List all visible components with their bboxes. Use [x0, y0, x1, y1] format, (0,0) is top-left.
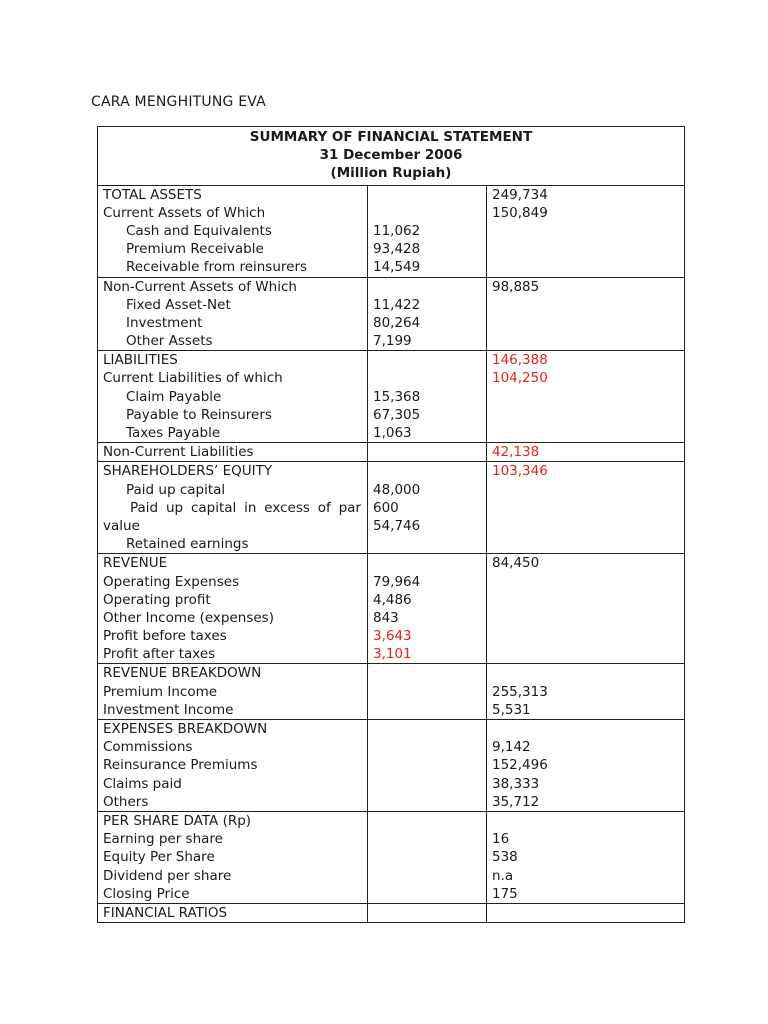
table-section [98, 812, 684, 904]
row-total: 255,313 [492, 683, 548, 700]
row-label: Receivable from reinsurers [126, 259, 308, 276]
row-value: 3,643 [373, 628, 412, 645]
row-label: Operating Expenses [103, 573, 240, 590]
row-value: 4,486 [373, 591, 412, 608]
row-total: 84,450 [492, 555, 540, 572]
row-total [492, 645, 684, 663]
row-label: Profit before taxes [103, 628, 227, 645]
table-section [98, 351, 684, 443]
row-value [373, 351, 486, 369]
row-value [373, 812, 486, 830]
row-value: 600 [373, 499, 399, 516]
value-column [368, 812, 487, 903]
row-total: 16 [492, 831, 510, 848]
row-value [373, 369, 486, 387]
row-value: 79,964 [373, 573, 421, 590]
row-value [373, 554, 486, 572]
row-label: FINANCIAL RATIOS [103, 904, 228, 921]
row-total [492, 222, 684, 240]
row-total: 38,333 [492, 775, 540, 792]
row-label: LIABILITIES [103, 352, 178, 369]
row-total [492, 481, 684, 499]
row-value [373, 535, 486, 553]
row-label: Reinsurance Premiums [103, 757, 258, 774]
total-column [487, 462, 684, 553]
label-column [98, 554, 368, 663]
total-column [487, 812, 684, 903]
row-value: 843 [373, 609, 399, 626]
row-total [492, 904, 684, 922]
table-body [98, 186, 684, 923]
row-value [373, 720, 486, 738]
row-label: Non-Current Liabilities [103, 444, 254, 461]
row-label: TOTAL ASSETS [103, 186, 202, 203]
row-label: Current Liabilities of which [103, 370, 283, 387]
row-total: 9,142 [492, 739, 531, 756]
row-value [373, 793, 486, 811]
row-label: Fixed Asset-Net [126, 296, 231, 313]
row-total: n.a [492, 867, 514, 884]
row-label: Payable to Reinsurers [126, 406, 272, 423]
total-column [487, 720, 684, 811]
row-total: 98,885 [492, 278, 540, 295]
label-column [98, 720, 368, 811]
table-section [98, 186, 684, 278]
total-column [487, 443, 684, 461]
row-label: Current Assets of Which [103, 204, 266, 221]
table-section [98, 278, 684, 352]
row-total: 152,496 [492, 757, 548, 774]
row-value [373, 848, 486, 866]
total-column [487, 554, 684, 663]
row-total: 103,346 [492, 463, 548, 480]
row-label: Cash and Equivalents [126, 222, 272, 239]
label-column [98, 278, 368, 351]
row-total [492, 406, 684, 424]
value-column [368, 186, 487, 277]
row-value: 67,305 [373, 406, 421, 423]
row-value: 1,063 [373, 425, 412, 442]
row-total [492, 296, 684, 314]
row-total [492, 314, 684, 332]
row-value [373, 664, 486, 682]
financial-summary-table [97, 126, 685, 923]
row-total [492, 424, 684, 442]
row-label: Closing Price [103, 885, 190, 902]
table-title: SUMMARY OF FINANCIAL STATEMENT [249, 129, 533, 145]
row-total: 249,734 [492, 186, 548, 203]
table-section [98, 462, 684, 554]
value-column [368, 278, 487, 351]
total-column [487, 186, 684, 277]
table-section [98, 554, 684, 664]
row-label: value [103, 517, 140, 534]
value-column [368, 443, 487, 461]
label-column [98, 186, 368, 277]
row-label: Other Income (expenses) [103, 609, 274, 626]
row-label: Operating profit [103, 591, 211, 608]
row-label: Other Assets [126, 333, 213, 350]
label-column [98, 351, 368, 442]
row-total [492, 627, 684, 645]
row-total [492, 812, 684, 830]
total-column [487, 904, 684, 922]
row-total: 35,712 [492, 793, 540, 810]
label-column [98, 904, 368, 922]
row-total: 42,138 [492, 444, 540, 461]
row-label: Premium Receivable [126, 241, 264, 258]
row-total [492, 591, 684, 609]
row-value: 14,549 [373, 259, 421, 276]
row-total [492, 535, 684, 553]
row-total [492, 240, 684, 258]
row-value: 93,428 [373, 241, 421, 258]
row-total [492, 573, 684, 591]
row-total: 146,388 [492, 352, 548, 369]
row-total: 175 [492, 885, 518, 902]
row-label: Paid up capital in excess of par [130, 499, 361, 516]
row-label: PER SHARE DATA (Rp) [103, 812, 252, 829]
row-value [373, 830, 486, 848]
row-value [373, 701, 486, 719]
row-label: Claim Payable [126, 388, 222, 405]
row-total [492, 332, 684, 350]
row-label: Premium Income [103, 683, 218, 700]
row-total [492, 664, 684, 682]
row-label: SHAREHOLDERS’ EQUITY [103, 463, 273, 480]
total-column [487, 664, 684, 719]
row-label: Paid up capital [126, 481, 226, 498]
row-total [492, 499, 684, 517]
label-column [98, 812, 368, 903]
row-total: 150,849 [492, 204, 548, 221]
table-section [98, 720, 684, 812]
table-section [98, 664, 684, 720]
row-total [492, 258, 684, 276]
value-column [368, 351, 487, 442]
row-value [373, 204, 486, 222]
table-header [98, 127, 684, 186]
row-value [373, 462, 486, 480]
value-column [368, 720, 487, 811]
row-value [373, 683, 486, 701]
row-value: 11,062 [373, 222, 421, 239]
table-section [98, 904, 684, 922]
row-label: Dividend per share [103, 867, 232, 884]
row-label: Non-Current Assets of Which [103, 278, 297, 295]
row-label: EXPENSES BREAKDOWN [103, 721, 268, 738]
table-unit: (Million Rupiah) [330, 165, 452, 182]
row-value: 7,199 [373, 333, 412, 350]
row-value [373, 867, 486, 885]
label-column [98, 462, 368, 553]
row-value: 15,368 [373, 388, 421, 405]
row-value [373, 885, 486, 903]
row-label: REVENUE BREAKDOWN [103, 665, 262, 682]
row-value: 54,746 [373, 517, 421, 534]
row-label: Taxes Payable [126, 425, 221, 442]
row-total: 5,531 [492, 701, 531, 718]
row-value [373, 443, 486, 461]
row-value: 80,264 [373, 314, 421, 331]
total-column [487, 351, 684, 442]
row-total [492, 609, 684, 627]
value-column [368, 904, 487, 922]
value-column [368, 664, 487, 719]
row-label: Retained earnings [126, 536, 249, 553]
total-column [487, 278, 684, 351]
row-value [373, 775, 486, 793]
row-value: 48,000 [373, 481, 421, 498]
row-value [373, 756, 486, 774]
row-total [492, 388, 684, 406]
row-label: Claims paid [103, 775, 182, 792]
row-total: 538 [492, 849, 518, 866]
row-value [373, 278, 486, 296]
document-heading: CARA MENGHITUNG EVA [91, 94, 266, 110]
row-label: Profit after taxes [103, 646, 216, 663]
table-date: 31 December 2006 [319, 147, 463, 164]
label-column [98, 664, 368, 719]
row-total [492, 720, 684, 738]
row-total [492, 517, 684, 535]
row-label: Investment Income [103, 701, 234, 718]
row-value: 11,422 [373, 296, 421, 313]
row-label: Earning per share [103, 831, 223, 848]
row-label: Equity Per Share [103, 849, 215, 866]
row-label: REVENUE [103, 555, 168, 572]
row-value [373, 186, 486, 204]
label-column [98, 443, 368, 461]
row-value: 3,101 [373, 646, 412, 663]
row-label: Others [103, 793, 149, 810]
row-value [373, 904, 486, 922]
row-total: 104,250 [492, 370, 548, 387]
value-column [368, 462, 487, 553]
row-value [373, 738, 486, 756]
row-label: Commissions [103, 739, 193, 756]
table-section [98, 443, 684, 462]
row-label: Investment [126, 314, 203, 331]
value-column [368, 554, 487, 663]
